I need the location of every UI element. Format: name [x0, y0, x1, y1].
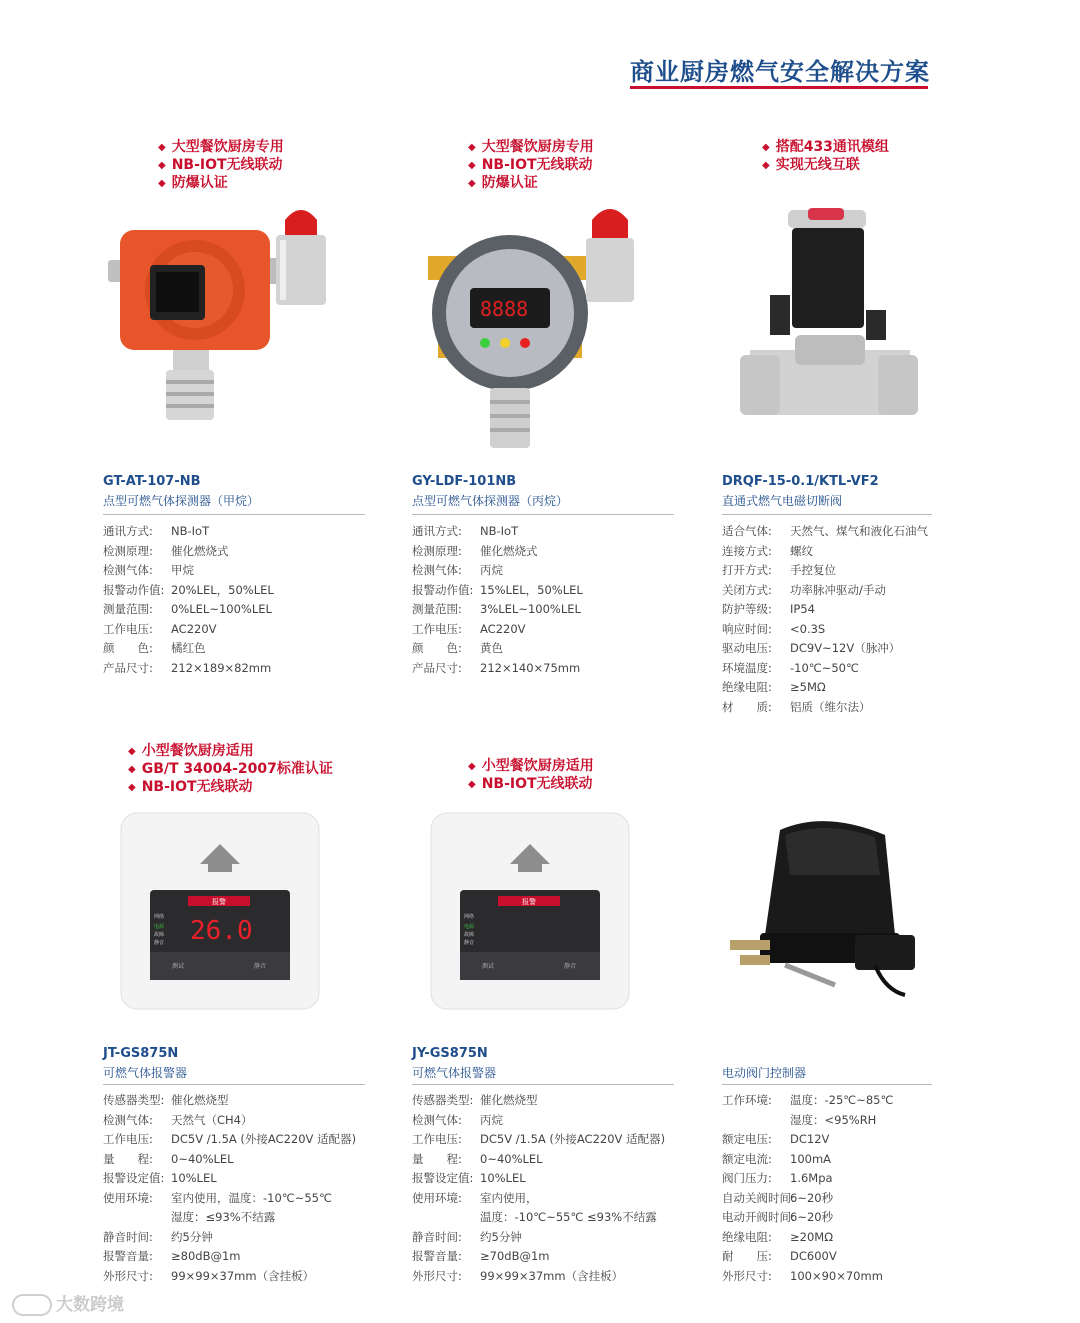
panel-label: 报警	[212, 898, 226, 906]
spec-key: 额定电流:	[722, 1151, 772, 1166]
spec-row	[412, 620, 583, 640]
spec-value: 甲烷	[171, 563, 194, 577]
feature-item: ◆ NB-IOT无线联动	[468, 776, 594, 794]
spec-row	[103, 522, 274, 542]
spec-key: 适合气体:	[722, 524, 772, 538]
panel-left-label: 静音	[154, 940, 165, 946]
spec-value: ≥20MΩ	[790, 1229, 833, 1244]
spec-value: 铝质（维尔法）	[790, 699, 871, 714]
spec-key: 绝缘电阻:	[722, 1229, 772, 1244]
spec-value: 室内使用，	[480, 1190, 538, 1205]
spec-key: 检测原理:	[412, 543, 462, 558]
product-model: GT-AT-107-NB	[103, 474, 201, 489]
spec-row	[103, 1189, 356, 1209]
spec-list	[103, 1091, 356, 1286]
gas-alarm-image	[120, 812, 320, 1010]
spec-key: 工作电压:	[412, 621, 462, 636]
spec-row	[722, 522, 928, 542]
panel-bottom-label: 静音	[564, 963, 577, 970]
spec-value: 湿度：≤93%不结露	[171, 1210, 276, 1224]
spec-value: 催化燃烧型	[480, 1093, 538, 1107]
spec-value: 催化燃烧式	[171, 543, 229, 558]
spec-key	[412, 1208, 480, 1228]
spec-row	[412, 1130, 665, 1150]
spec-row	[412, 1169, 665, 1189]
spec-key: 材 质:	[722, 699, 772, 714]
spec-row	[722, 542, 928, 562]
spec-value: DC5V /1.5A (外接AC220V 适配器)	[171, 1132, 357, 1146]
product-model: DRQF-15-0.1/KTL-VF2	[722, 474, 879, 489]
product-name: 可燃气体报警器	[103, 1066, 188, 1080]
spec-row	[103, 1150, 356, 1170]
spec-row	[412, 581, 583, 601]
product-model: JY-GS875N	[412, 1046, 488, 1061]
spec-value: NB-IoT	[171, 524, 210, 538]
spec-row	[103, 659, 274, 679]
spec-row	[722, 698, 928, 718]
spec-value: 温度：-10℃~55℃ ≤93%不结露	[480, 1210, 657, 1224]
spec-row	[103, 581, 274, 601]
gas-alarm-image	[430, 812, 630, 1010]
spec-row	[722, 1208, 893, 1228]
spec-value: 丙烷	[480, 1112, 503, 1127]
spec-key	[103, 1208, 171, 1228]
panel-label: 报警	[522, 898, 536, 906]
spec-key: 检测气体:	[103, 563, 153, 577]
spec-value: 99×99×37mm（含挂板）	[480, 1268, 624, 1283]
panel-bottom-label: 静音	[254, 963, 267, 970]
feature-list	[468, 758, 594, 794]
feature-item: ◆ 大型餐饮厨房专用	[158, 139, 284, 157]
spec-row	[412, 1267, 665, 1287]
spec-key: 传感器类型:	[412, 1093, 474, 1107]
propane-detector-image	[410, 198, 650, 458]
product-name: 直通式燃气电磁切断阀	[722, 494, 843, 508]
spec-value: ≥70dB@1m	[480, 1249, 550, 1263]
spec-row	[722, 1091, 893, 1111]
spec-row	[103, 1111, 356, 1131]
spec-row	[722, 561, 928, 581]
feature-list	[128, 743, 333, 797]
spec-key: 静音时间:	[412, 1229, 462, 1244]
spec-value: 功率脉冲驱动/手动	[790, 582, 886, 597]
feature-item: ◆ NB-IOT无线联动	[468, 157, 594, 175]
spec-key: 环境温度:	[722, 660, 772, 675]
spec-key: 量 程:	[412, 1151, 462, 1166]
spec-value: 温度：-25℃~85℃	[790, 1093, 894, 1107]
watermark-logo-icon	[12, 1294, 52, 1316]
spec-row	[722, 1169, 893, 1189]
spec-key: 传感器类型:	[103, 1093, 165, 1107]
spec-key: 工作电压:	[103, 621, 153, 636]
feature-list	[468, 139, 594, 193]
spec-key: 使用环境:	[103, 1190, 153, 1205]
spec-row	[103, 1228, 356, 1248]
spec-value: 20%LEL，50%LEL	[171, 582, 274, 597]
spec-key: 测量范围:	[412, 602, 462, 616]
spec-key: 量 程:	[103, 1151, 153, 1166]
spec-key: 外形尺寸:	[103, 1268, 153, 1283]
spec-row	[412, 522, 583, 542]
panel-left-label: 故障	[154, 932, 165, 938]
spec-key: 检测气体:	[103, 1112, 153, 1127]
spec-row	[722, 1247, 893, 1267]
feature-item: ◆ 大型餐饮厨房专用	[468, 139, 594, 157]
divider	[722, 514, 932, 515]
spec-row	[722, 1189, 893, 1209]
spec-row	[412, 639, 583, 659]
spec-row	[103, 561, 274, 581]
spec-value: ≥5MΩ	[790, 680, 826, 694]
spec-value: 0%LEL~100%LEL	[171, 602, 272, 616]
panel-left-label: 电源	[464, 924, 475, 930]
spec-value: NB-IoT	[480, 524, 519, 538]
spec-row	[103, 1091, 356, 1111]
spec-key: 绝缘电阻:	[722, 680, 772, 694]
spec-row	[722, 1150, 893, 1170]
spec-key: 耐 压:	[722, 1249, 772, 1263]
spec-value: 橘红色	[171, 641, 206, 655]
spec-row	[722, 1130, 893, 1150]
product-model: JT-GS875N	[103, 1046, 179, 1061]
panel-left-label: 故障	[464, 932, 475, 938]
spec-value: 10%LEL	[480, 1171, 526, 1185]
led-display: 8888	[480, 297, 529, 321]
valve-actuator-image	[725, 815, 920, 1000]
spec-value: DC5V /1.5A (外接AC220V 适配器)	[480, 1132, 666, 1146]
spec-value: 15%LEL，50%LEL	[480, 582, 583, 597]
spec-row	[722, 620, 928, 640]
spec-value: 天然气、煤气和液化石油气	[790, 524, 928, 538]
feature-item: ◆ 实现无线互联	[762, 157, 889, 175]
divider	[103, 1084, 365, 1085]
panel-bottom-label: 测试	[172, 963, 185, 970]
feature-list	[158, 139, 284, 193]
watermark	[12, 1290, 124, 1316]
spec-key: 响应时间:	[722, 621, 772, 636]
spec-key	[722, 1111, 790, 1131]
spec-key: 电动开阀时间:	[722, 1210, 795, 1224]
spec-key: 产品尺寸:	[412, 660, 462, 675]
spec-value: 催化燃烧型	[171, 1093, 229, 1107]
panel-left-label: 电源	[154, 924, 165, 930]
spec-value: 1.6Mpa	[790, 1171, 833, 1185]
spec-value: 手控复位	[790, 563, 836, 577]
spec-row	[722, 1267, 893, 1287]
product-name: 点型可燃气体探测器（丙烷）	[412, 494, 569, 508]
spec-row	[412, 659, 583, 679]
spec-value: DC12V	[790, 1132, 830, 1146]
panel-left-label: 静音	[464, 940, 475, 946]
feature-item: ◆ NB-IOT无线联动	[158, 157, 284, 175]
spec-row	[412, 542, 583, 562]
product-model: GY-LDF-101NB	[412, 474, 517, 489]
spec-key: 自动关阀时间:	[722, 1190, 795, 1205]
spec-row	[412, 600, 583, 620]
spec-key: 颜 色:	[103, 641, 153, 655]
spec-value: 室内使用，温度：-10℃~55℃	[171, 1190, 332, 1205]
watermark-text: 大数跨境	[56, 1295, 124, 1315]
product-name: 可燃气体报警器	[412, 1066, 497, 1080]
spec-row	[412, 1091, 665, 1111]
product-name: 点型可燃气体探测器（甲烷）	[103, 494, 260, 508]
panel-left-label: 网络	[154, 914, 165, 920]
spec-key: 外形尺寸:	[412, 1268, 462, 1283]
spec-value: 99×99×37mm（含挂板）	[171, 1268, 315, 1283]
spec-key: 防护等级:	[722, 602, 772, 616]
spec-key: 驱动电压:	[722, 641, 772, 655]
spec-value: ≥80dB@1m	[171, 1249, 241, 1263]
spec-list	[722, 522, 928, 717]
spec-row	[722, 581, 928, 601]
spec-value: 212×140×75mm	[480, 660, 581, 675]
divider	[103, 514, 365, 515]
spec-value: 0~40%LEL	[480, 1151, 543, 1166]
spec-key: 检测原理:	[103, 543, 153, 558]
spec-row	[722, 678, 928, 698]
panel-left-label: 网络	[464, 914, 475, 920]
spec-value: 约5分钟	[480, 1229, 522, 1244]
spec-key: 颜 色:	[412, 641, 462, 655]
spec-value: 催化燃烧式	[480, 543, 538, 558]
spec-key: 额定电压:	[722, 1132, 772, 1146]
feature-item: ◆ NB-IOT无线联动	[128, 779, 333, 797]
divider	[412, 1084, 674, 1085]
spec-key: 关闭方式:	[722, 582, 772, 597]
spec-key: 打开方式:	[722, 563, 772, 577]
spec-key: 连接方式:	[722, 543, 772, 558]
spec-value: 6~20秒	[790, 1190, 834, 1205]
spec-value: IP54	[790, 602, 815, 616]
spec-value: -10℃~50℃	[790, 660, 859, 675]
page-title: 商业厨房燃气安全解决方案	[630, 58, 930, 86]
spec-key: 报警动作值:	[103, 582, 165, 597]
spec-value: 湿度：<95%RH	[790, 1112, 877, 1127]
spec-row	[103, 1208, 356, 1228]
spec-key: 报警设定值:	[103, 1171, 165, 1185]
spec-row	[412, 1228, 665, 1248]
spec-value: 3%LEL~100%LEL	[480, 602, 581, 616]
feature-item: ◆ 防爆认证	[468, 175, 594, 193]
spec-row	[722, 1228, 893, 1248]
spec-key: 通讯方式:	[412, 524, 462, 538]
spec-value: <0.3S	[790, 621, 826, 636]
spec-value: 丙烷	[480, 563, 503, 577]
spec-value: 100×90×70mm	[790, 1268, 883, 1283]
spec-value: 0~40%LEL	[171, 1151, 234, 1166]
spec-value: 212×189×82mm	[171, 660, 272, 675]
spec-value: 6~20秒	[790, 1210, 834, 1224]
spec-row	[722, 1111, 893, 1131]
methane-detector-image	[100, 200, 340, 430]
spec-list	[722, 1091, 893, 1286]
title-underline	[630, 86, 928, 89]
panel-bottom-label: 测试	[482, 963, 495, 970]
spec-key: 工作环境:	[722, 1093, 772, 1107]
feature-item: ◆ 小型餐饮厨房适用	[128, 743, 333, 761]
spec-key: 测量范围:	[103, 602, 153, 616]
spec-row	[722, 659, 928, 679]
spec-row	[103, 1247, 356, 1267]
spec-key: 检测气体:	[412, 563, 462, 577]
spec-key: 产品尺寸:	[103, 660, 153, 675]
spec-row	[412, 1111, 665, 1131]
spec-row	[103, 600, 274, 620]
spec-key: 报警动作值:	[412, 582, 474, 597]
spec-row	[722, 600, 928, 620]
spec-value: AC220V	[171, 621, 217, 636]
solenoid-valve-image	[740, 200, 920, 430]
spec-row	[722, 639, 928, 659]
spec-key: 报警音量:	[412, 1249, 462, 1263]
spec-row	[412, 1150, 665, 1170]
spec-value: 天然气（CH4）	[171, 1112, 253, 1127]
divider	[412, 514, 674, 515]
feature-item: ◆ GB/T 34004-2007标准认证	[128, 761, 333, 779]
spec-row	[412, 1247, 665, 1267]
spec-key: 阀门压力:	[722, 1171, 772, 1185]
spec-key: 使用环境:	[412, 1190, 462, 1205]
spec-value: 约5分钟	[171, 1229, 213, 1244]
spec-value: AC220V	[480, 621, 526, 636]
spec-row	[412, 1189, 665, 1209]
spec-key: 工作电压:	[412, 1132, 462, 1146]
spec-key: 外形尺寸:	[722, 1268, 772, 1283]
feature-item: ◆ 小型餐饮厨房适用	[468, 758, 594, 776]
spec-row	[103, 1169, 356, 1189]
spec-value: 10%LEL	[171, 1171, 217, 1185]
spec-row	[412, 561, 583, 581]
spec-value: 100mA	[790, 1151, 832, 1166]
spec-value: DC600V	[790, 1249, 837, 1263]
spec-key: 报警音量:	[103, 1249, 153, 1263]
spec-list	[103, 522, 274, 678]
spec-value: 螺纹	[790, 543, 813, 558]
spec-key: 报警设定值:	[412, 1171, 474, 1185]
spec-list	[412, 1091, 665, 1286]
feature-list	[762, 139, 889, 175]
feature-item: ◆ 防爆认证	[158, 175, 284, 193]
spec-row	[103, 620, 274, 640]
spec-list	[412, 522, 583, 678]
divider	[722, 1084, 932, 1085]
spec-value: DC9V~12V（脉冲）	[790, 641, 901, 655]
alarm-display: 26.0	[190, 916, 253, 946]
spec-row	[103, 1130, 356, 1150]
spec-key: 检测气体:	[412, 1112, 462, 1127]
spec-key: 静音时间:	[103, 1229, 153, 1244]
spec-row	[103, 542, 274, 562]
spec-key: 通讯方式:	[103, 524, 153, 538]
feature-item: ◆ 搭配433通讯模组	[762, 139, 889, 157]
spec-row	[103, 1267, 356, 1287]
spec-key: 工作电压:	[103, 1132, 153, 1146]
spec-value: 黄色	[480, 641, 503, 655]
product-name: 电动阀门控制器	[722, 1066, 807, 1080]
spec-row	[103, 639, 274, 659]
spec-row	[412, 1208, 665, 1228]
